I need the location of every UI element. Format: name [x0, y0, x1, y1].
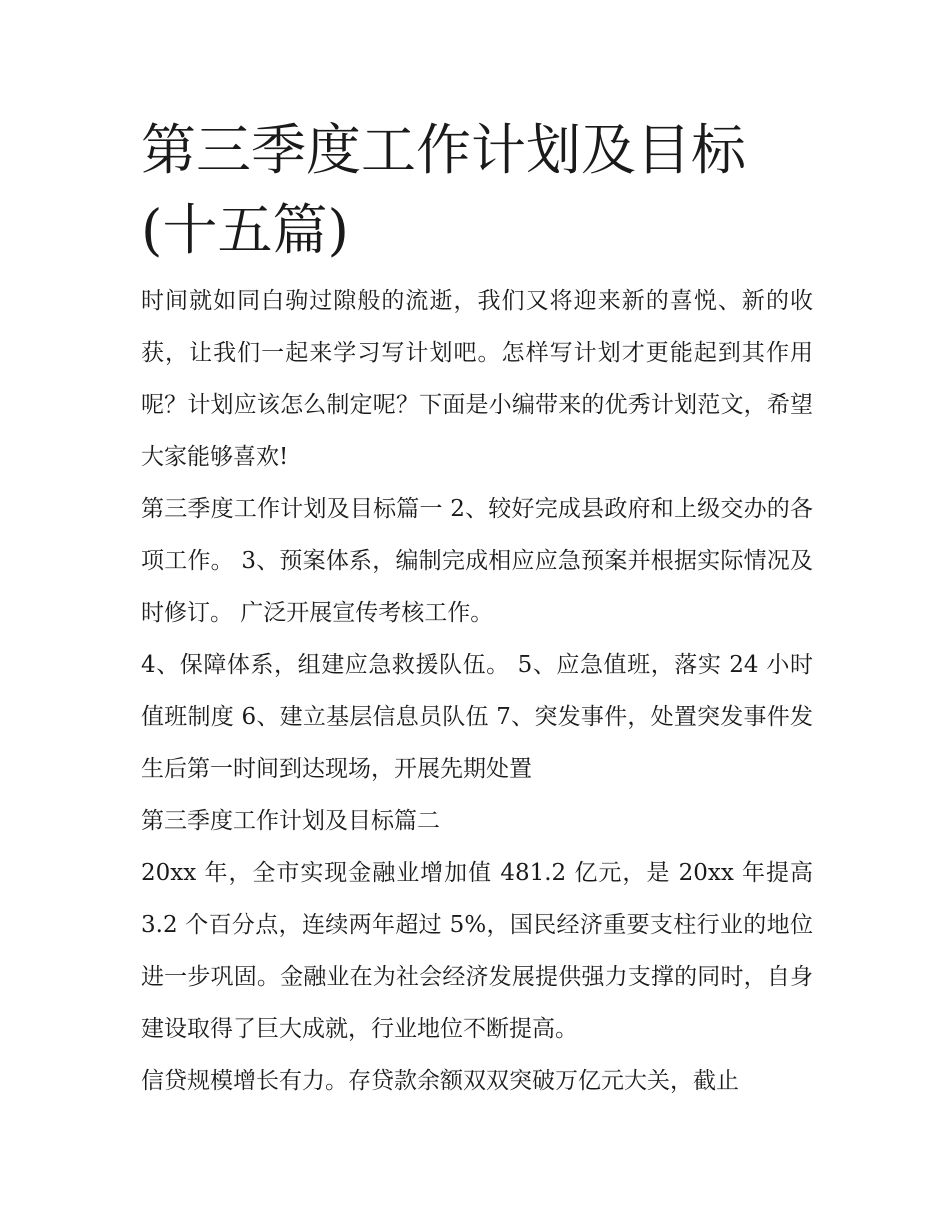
paragraph-section-one: 第三季度工作计划及目标篇一 2、较好完成县政府和上级交办的各项工作。 3、预案体系，编制完成相应应急预案并根据实际情况及时修订。 广泛开展宣传考核工作。	[141, 496, 813, 626]
document-title: 第三季度工作计划及目标(十五篇)	[141, 118, 747, 262]
paragraph-credit-scale: 信贷规模增长有力。存贷款余额双双突破万亿元大关，截止	[141, 1068, 739, 1094]
paragraph-section-one-continued: 4、保障体系，组建应急救援队伍。 5、应急值班，落实 24 小时值班制度 6、建立基层信息员队伍 7、突发事件，处置突发事件发生后第一时间到达现场，开展先期处置	[141, 652, 813, 782]
section-two-heading: 第三季度工作计划及目标篇二	[141, 808, 440, 834]
paragraph-intro: 时间就如同白驹过隙般的流逝，我们又将迎来新的喜悦、新的收获，让我们一起来学习写计划吧。怎样写计划才更能起到其作用呢？计划应该怎么制定呢？下面是小编带来的优秀计划范文，希望大家能够喜欢!	[141, 288, 813, 470]
paragraph-finance-overview: 20xx 年，全市实现金融业增加值 481.2 亿元，是 20xx 年提高 3.2 个百分点，连续两年超过 5%，国民经济重要支柱行业的地位进一步巩固。金融业在为社会经济发展提供强力支撑的同时，自身建设取得了巨大成就，行业地位不断提高。	[141, 860, 813, 1042]
document-body	[141, 275, 813, 1107]
